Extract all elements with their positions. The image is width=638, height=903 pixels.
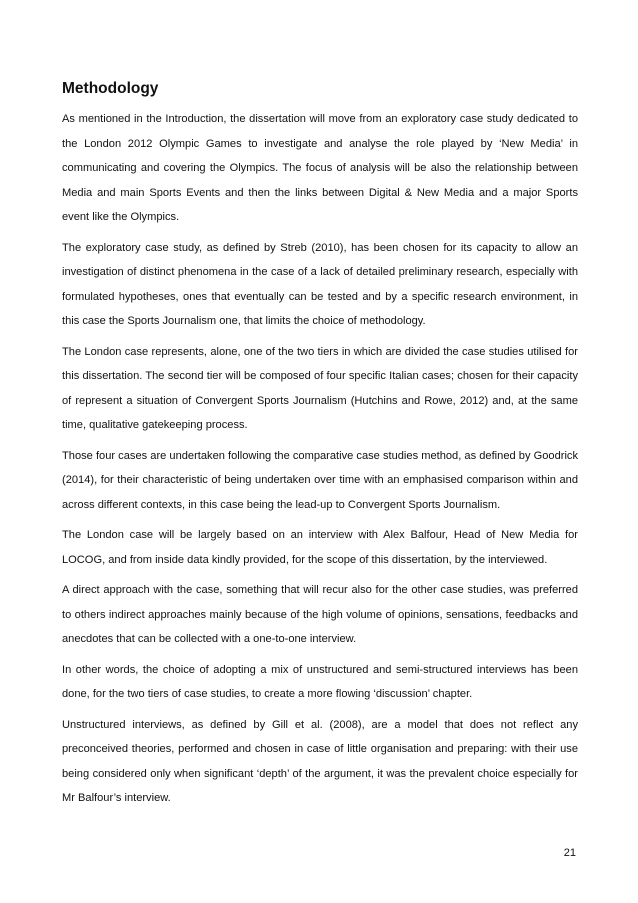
paragraph: As mentioned in the Introduction, the dissertation will move from an exploratory case study dedicated to the London 2012 Olympic Games to investigate and analyse the role played by ‘New Media’ in communicating and covering the Olympics. The focus of analysis will be also the relationship between Media and main Sports Events and then the links between Digital & New Media and a major Sports event like the Olympics. bbox=[62, 113, 578, 223]
paragraph: A direct approach with the case, something that will recur also for the other case studies, was preferred to others indirect approaches mainly because of the high volume of opinions, sensations, feedbacks and anecdotes that can be collected with a one-to-one interview. bbox=[62, 584, 578, 645]
page-number: 21 bbox=[563, 847, 576, 859]
paragraph: The London case will be largely based on an interview with Alex Balfour, Head of New Media for LOCOG, and from inside data kindly provided, for the scope of this dissertation, by the interviewed. bbox=[62, 529, 578, 566]
paragraph: The London case represents, alone, one of the two tiers in which are divided the case studies utilised for this dissertation. The second tier will be composed of four specific Italian cases; chosen for their capacity of represent a situation of Convergent Sports Journalism (Hutchins and Rowe, 2012) and, at the same time, qualitative gatekeeping process. bbox=[62, 345, 578, 431]
paragraph: The exploratory case study, as defined by Streb (2010), has been chosen for its capacity to allow an investigation of distinct phenomena in the case of a lack of detailed preliminary research, especially with formulated hypotheses, ones that eventually can be tested and by a specific research environment, in this case the Sports Journalism one, that limits the choice of methodology. bbox=[62, 241, 578, 327]
paragraph: In other words, the choice of adopting a mix of unstructured and semi-structured interviews has been done, for the two tiers of case studies, to create a more flowing ‘discussion’ chapter. bbox=[62, 663, 578, 700]
section-heading: Methodology bbox=[62, 80, 159, 97]
paragraph: Unstructured interviews, as defined by Gill et al. (2008), are a model that does not reflect any preconceived theories, performed and chosen in case of little organisation and preparing: with their use being considered only when significant ‘depth’ of the argument, it was the prevalent choice especially for Mr Balfour’s interview. bbox=[62, 718, 578, 804]
paragraph: Those four cases are undertaken following the comparative case studies method, as defined by Goodrick (2014), for their characteristic of being undertaken over time with an emphasised comparison within and across different contexts, in this case being the lead-up to Convergent Sports Journalism. bbox=[62, 449, 578, 511]
page-content bbox=[62, 79, 578, 817]
